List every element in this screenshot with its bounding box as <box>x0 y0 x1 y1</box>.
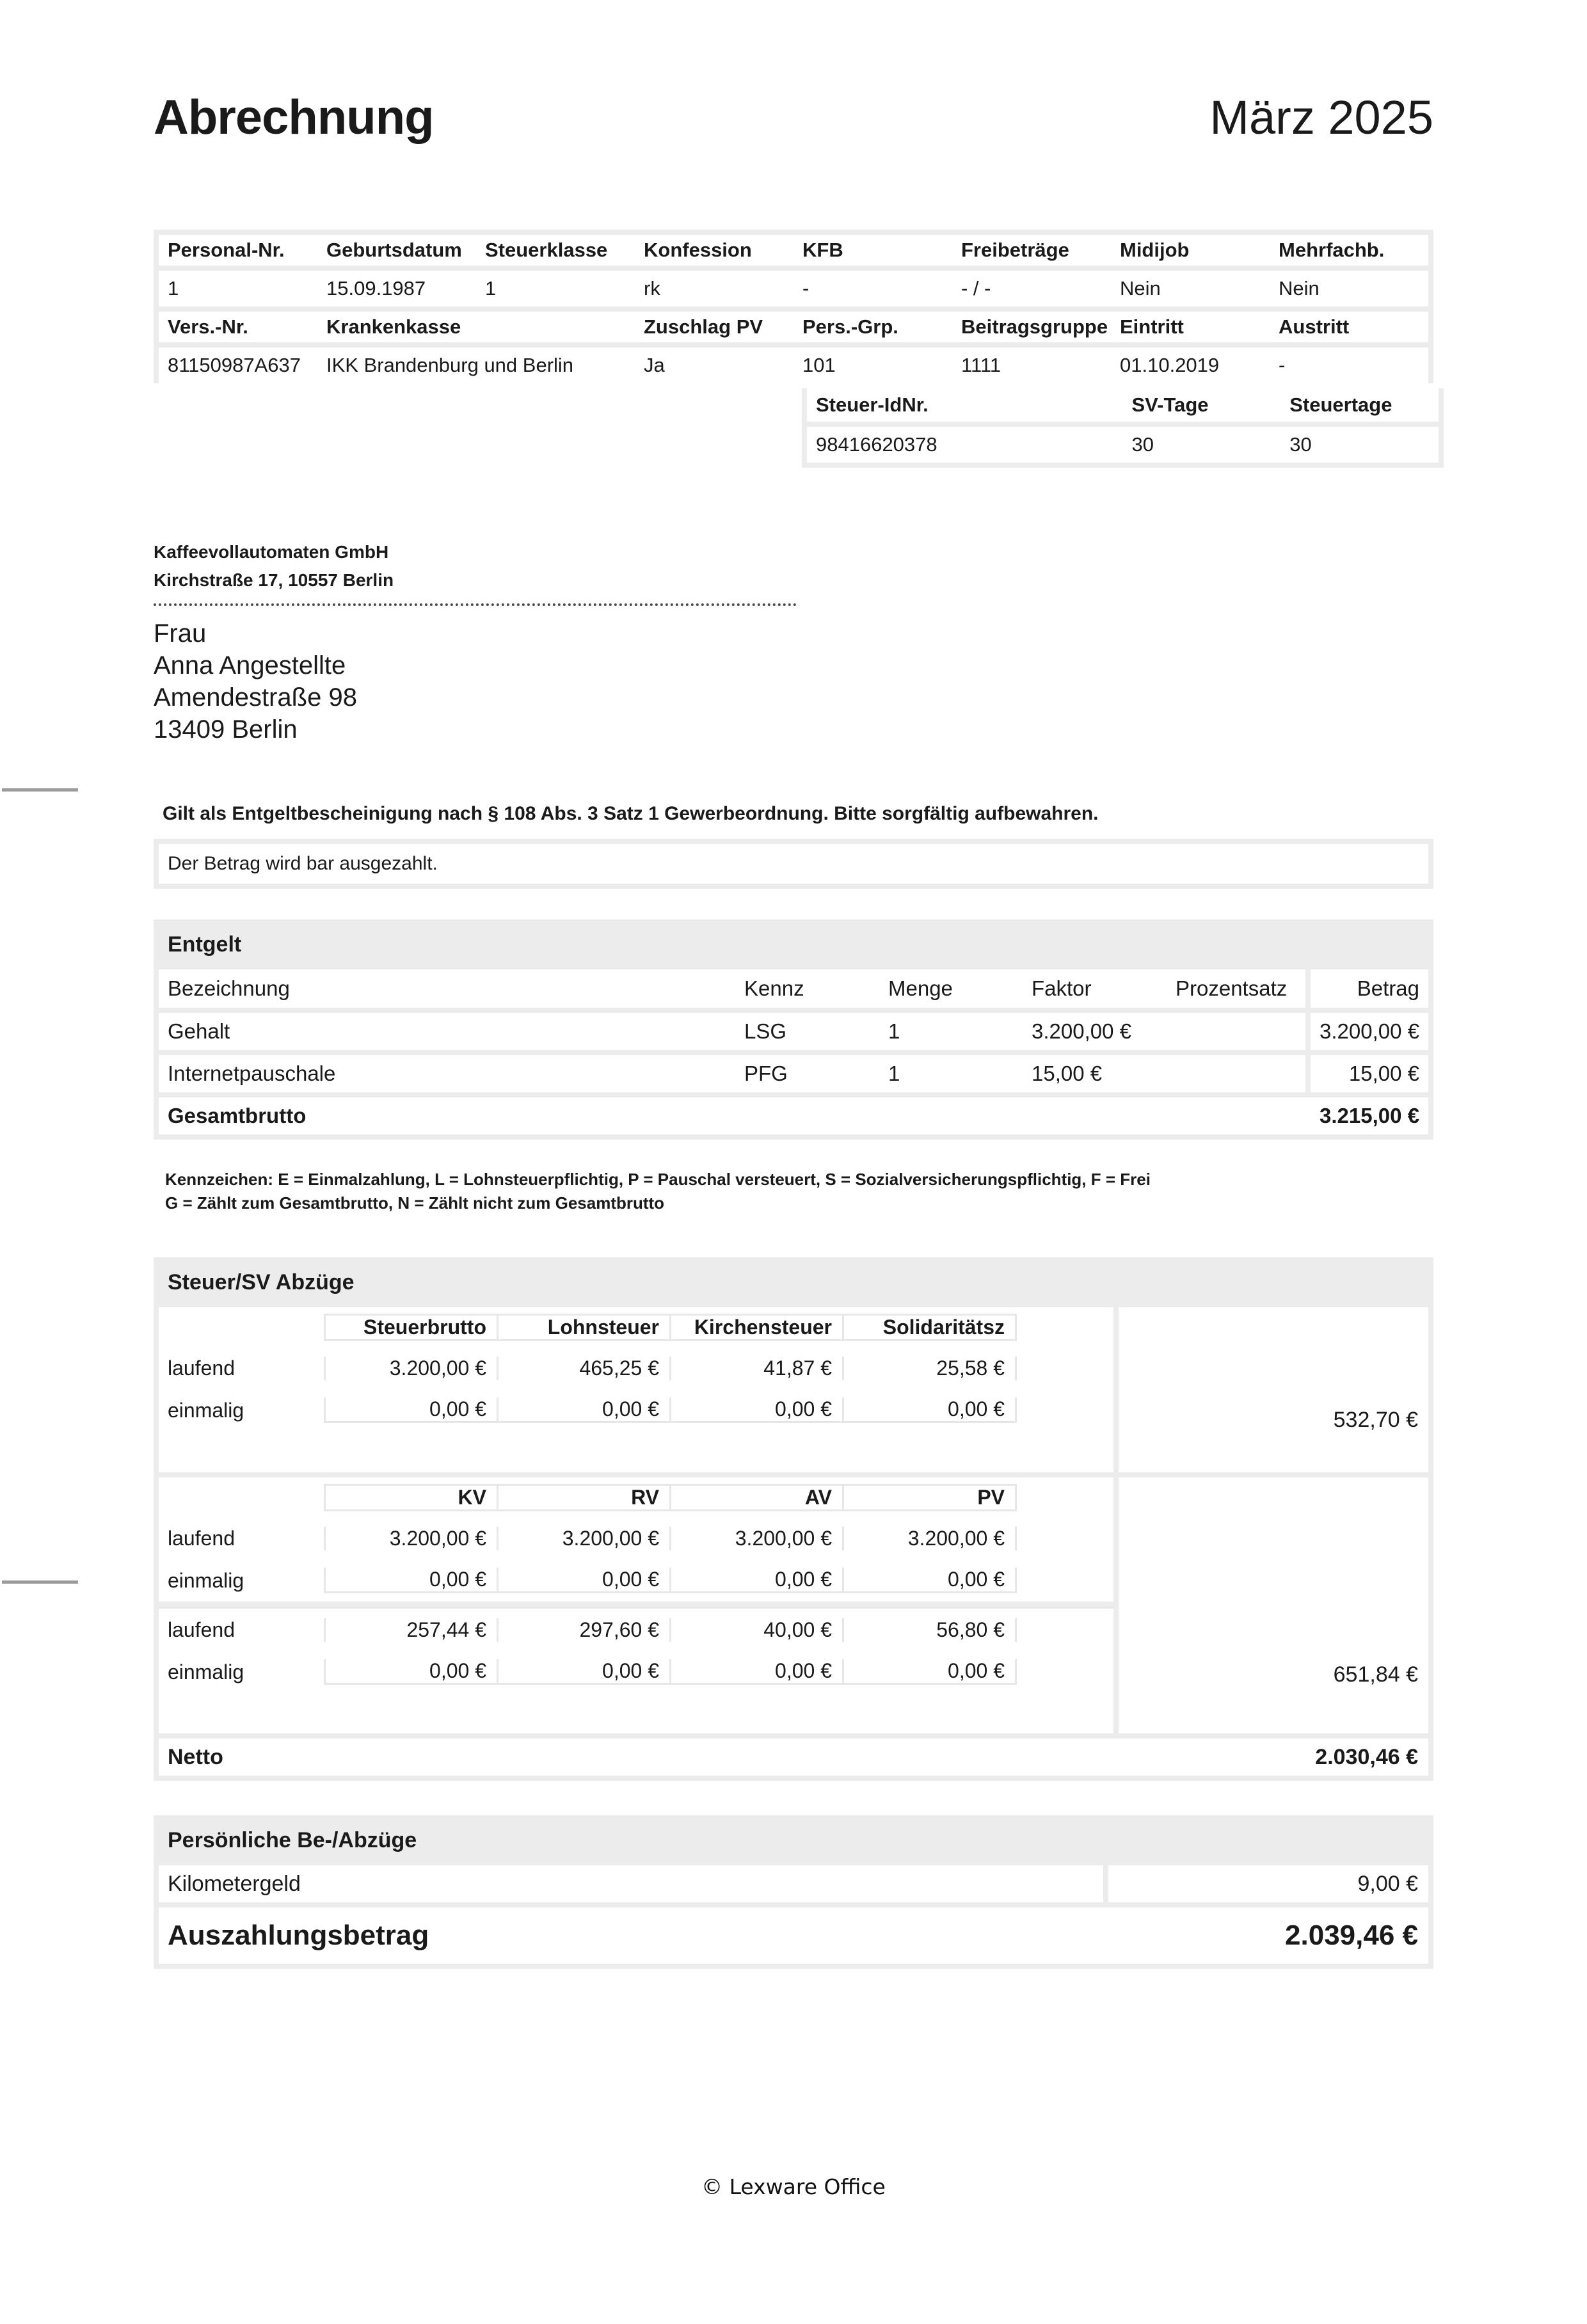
val-mehrfachb: Nein <box>1279 277 1320 299</box>
col-kfb: KFB <box>802 239 843 261</box>
steuer-sv-section <box>154 1257 1433 1781</box>
col-mehrfachb: Mehrfachb. <box>1279 239 1385 261</box>
sv-gross-laufend-av: 3.200,00 € <box>669 1527 842 1550</box>
val-krankenkasse: IKK Brandenburg und Berlin <box>326 354 574 376</box>
sv-gross-laufend-label: laufend <box>168 1526 235 1550</box>
col-menge: Menge <box>888 976 953 1000</box>
val-freibetraege: - / - <box>961 277 991 299</box>
col-betrag: Betrag <box>1311 969 1428 1008</box>
entgelt-section <box>154 919 1433 1140</box>
col-prozentsatz: Prozentsatz <box>1176 976 1288 1000</box>
sv-gross-laufend-kv: 3.200,00 € <box>324 1527 497 1550</box>
personal-section-title: Persönliche Be-/Abzüge <box>168 1827 417 1852</box>
col-sv-tage: SV-Tage <box>1131 394 1209 416</box>
recipient-address <box>154 617 1433 745</box>
info-header-row-3 <box>807 388 1439 422</box>
payment-note-box <box>154 839 1433 889</box>
tax-total-cell <box>1119 1307 1428 1472</box>
col-austritt: Austritt <box>1279 315 1350 338</box>
recipient-salutation: Frau <box>154 619 207 648</box>
fold-mark-top <box>2 788 78 792</box>
entgelt-section-title: Entgelt <box>168 932 242 957</box>
col-bezeichnung: Bezeichnung <box>168 976 290 1000</box>
sv-contrib-laufend-pv: 56,80 € <box>842 1618 1017 1642</box>
col-av: AV <box>669 1484 842 1511</box>
tax-einmalig-kirchensteuer: 0,00 € <box>669 1397 842 1423</box>
sv-gross-einmalig-label: einmalig <box>168 1568 244 1592</box>
col-rv: RV <box>497 1484 669 1511</box>
sender-street-city: Kirchstraße 17, 10557 Berlin <box>154 570 394 590</box>
sv-contrib-laufend-row <box>159 1607 1113 1651</box>
sv-gross-einmalig-kv: 0,00 € <box>324 1568 497 1593</box>
sv-contrib-einmalig-row <box>159 1651 1113 1693</box>
gehalt-label: Gehalt <box>168 1019 230 1043</box>
col-steuer-idnr: Steuer-IdNr. <box>816 394 929 416</box>
tax-id-sub-table <box>802 388 1444 468</box>
col-freibetraege: Freibeträge <box>961 239 1069 261</box>
gehalt-betrag: 3.200,00 € <box>1311 1013 1428 1050</box>
entgelt-header-row <box>159 969 1428 1008</box>
col-kirchensteuer: Kirchensteuer <box>669 1314 842 1341</box>
col-zuschlag-pv: Zuschlag PV <box>644 315 763 338</box>
col-faktor: Faktor <box>1032 976 1092 1000</box>
gesamtbrutto-value: 3.215,00 € <box>1320 1104 1419 1127</box>
col-kv: KV <box>324 1484 497 1511</box>
val-sv-tage: 30 <box>1131 433 1154 456</box>
val-personal-nr: 1 <box>168 277 179 299</box>
sv-contrib-laufend-label: laufend <box>168 1618 235 1641</box>
kilometergeld-value: 9,00 € <box>1108 1865 1428 1902</box>
col-krankenkasse: Krankenkasse <box>326 315 461 338</box>
col-konfession: Konfession <box>644 239 752 261</box>
col-midijob: Midijob <box>1120 239 1190 261</box>
tax-einmalig-label: einmalig <box>168 1398 244 1422</box>
val-geburtsdatum: 15.09.1987 <box>326 277 426 299</box>
sv-contrib-einmalig-pv: 0,00 € <box>842 1659 1017 1685</box>
entgelt-row-internetpauschale <box>159 1055 1428 1092</box>
address-window-rule <box>154 603 797 606</box>
sv-total-value: 651,84 € <box>1333 1662 1418 1687</box>
val-steuertage: 30 <box>1289 433 1312 456</box>
kennzeichen-legend <box>154 1168 1433 1215</box>
auszahlungsbetrag-row <box>159 1907 1428 1964</box>
info-value-row-1 <box>159 271 1428 306</box>
val-steuerklasse: 1 <box>485 277 497 299</box>
tax-laufend-steuerbrutto: 3.200,00 € <box>324 1357 497 1380</box>
sv-subsection <box>159 1477 1428 1733</box>
col-pers-grp: Pers.-Grp. <box>802 315 898 338</box>
col-steuerklasse: Steuerklasse <box>485 239 608 261</box>
gesamtbrutto-label: Gesamtbrutto <box>168 1104 307 1127</box>
info-value-row-3 <box>807 427 1439 463</box>
gehalt-menge: 1 <box>888 1019 900 1043</box>
tax-laufend-label: laufend <box>168 1356 235 1380</box>
netto-row <box>159 1739 1428 1776</box>
val-eintritt: 01.10.2019 <box>1120 354 1220 376</box>
sv-contrib-einmalig-av: 0,00 € <box>669 1659 842 1685</box>
tax-laufend-solidaritaetsz: 25,58 € <box>842 1357 1017 1380</box>
recipient-street: Amendestraße 98 <box>154 683 357 712</box>
footer-brand: © Lexware Office <box>701 2174 886 2199</box>
netto-label: Netto <box>168 1744 223 1769</box>
tax-total-value: 532,70 € <box>1333 1408 1418 1432</box>
sender-company: Kaffeevollautomaten GmbH <box>154 542 389 562</box>
col-lohnsteuer: Lohnsteuer <box>497 1314 669 1341</box>
val-pers-grp: 101 <box>802 354 836 376</box>
legend-line-2: G = Zählt zum Gesamtbrutto, N = Zählt nicht zum Gesamtbrutto <box>165 1193 665 1213</box>
val-konfession: rk <box>644 277 660 299</box>
val-zuschlag-pv: Ja <box>644 354 665 376</box>
sv-gross-laufend-row <box>159 1517 1113 1559</box>
gehalt-kennz: LSG <box>744 1019 787 1043</box>
internetpauschale-faktor: 15,00 € <box>1032 1062 1103 1085</box>
tax-laufend-row <box>159 1347 1113 1389</box>
recipient-name: Anna Angestellte <box>154 651 346 680</box>
val-kfb: - <box>802 277 809 299</box>
recipient-city: 13409 Berlin <box>154 715 298 744</box>
val-vers-nr: 81150987A637 <box>168 354 301 376</box>
col-kennz: Kennz <box>744 976 804 1000</box>
legend-line-1: Kennzeichen: E = Einmalzahlung, L = Lohnsteuerpflichtig, P = Pauschal versteuert, S = Sozialversicherungspflichtig, F = Frei <box>165 1170 1151 1189</box>
entgelt-row-gehalt <box>159 1013 1428 1050</box>
document-header <box>154 0 1433 145</box>
fold-mark-bottom <box>2 1580 78 1584</box>
personal-section <box>154 1815 1433 1969</box>
tax-subsection <box>159 1307 1428 1472</box>
sv-gross-einmalig-rv: 0,00 € <box>497 1568 669 1593</box>
sender-address <box>154 538 1433 594</box>
sv-contrib-einmalig-rv: 0,00 € <box>497 1659 669 1685</box>
sv-contrib-laufend-rv: 297,60 € <box>497 1618 669 1642</box>
col-geburtsdatum: Geburtsdatum <box>326 239 462 261</box>
tax-einmalig-lohnsteuer: 0,00 € <box>497 1397 669 1423</box>
auszahlungsbetrag-value: 2.039,46 € <box>1285 1920 1418 1951</box>
sv-gross-einmalig-row <box>159 1559 1113 1602</box>
internetpauschale-label: Internetpauschale <box>168 1062 336 1085</box>
info-header-row-2 <box>159 312 1428 342</box>
page-title: Abrechnung <box>154 90 434 145</box>
col-pv: PV <box>842 1484 1017 1511</box>
col-personal-nr: Personal-Nr. <box>168 239 285 261</box>
sv-contrib-laufend-av: 40,00 € <box>669 1618 842 1642</box>
col-vers-nr: Vers.-Nr. <box>168 315 248 338</box>
sv-gross-einmalig-av: 0,00 € <box>669 1568 842 1593</box>
val-midijob: Nein <box>1120 277 1161 299</box>
kilometergeld-label: Kilometergeld <box>159 1865 1103 1902</box>
gesamtbrutto-row <box>159 1097 1428 1134</box>
legal-notice: Gilt als Entgeltbescheinigung nach § 108 Abs. 3 Satz 1 Gewerbeordnung. Bitte sorgfältig aufbewahren. <box>163 803 1099 824</box>
gehalt-faktor: 3.200,00 € <box>1032 1019 1131 1043</box>
employee-info-table <box>154 230 1433 383</box>
auszahlungsbetrag-label: Auszahlungsbetrag <box>168 1920 429 1951</box>
steuer-sv-section-title: Steuer/SV Abzüge <box>168 1269 355 1294</box>
val-beitragsgruppe: 1111 <box>961 354 1001 376</box>
col-solidaritaetsz: Solidaritätsz <box>842 1314 1017 1341</box>
payment-note: Der Betrag wird bar ausgezahlt. <box>159 844 1428 884</box>
billing-period: März 2025 <box>1209 91 1433 144</box>
tax-laufend-kirchensteuer: 41,87 € <box>669 1357 842 1380</box>
info-value-row-2 <box>159 347 1428 383</box>
tax-einmalig-row <box>159 1389 1113 1431</box>
val-steuer-idnr: 98416620378 <box>816 433 937 456</box>
col-steuertage: Steuertage <box>1289 394 1392 416</box>
sv-contrib-laufend-kv: 257,44 € <box>324 1618 497 1642</box>
sv-gross-laufend-pv: 3.200,00 € <box>842 1527 1017 1550</box>
sv-total-cell <box>1119 1477 1428 1733</box>
sv-contrib-einmalig-kv: 0,00 € <box>324 1659 497 1685</box>
sv-header-row <box>159 1477 1113 1517</box>
sv-contrib-einmalig-label: einmalig <box>168 1660 244 1683</box>
tax-einmalig-solidaritaetsz: 0,00 € <box>842 1397 1017 1423</box>
col-eintritt: Eintritt <box>1120 315 1184 338</box>
col-beitragsgruppe: Beitragsgruppe <box>961 315 1108 338</box>
internetpauschale-kennz: PFG <box>744 1062 788 1085</box>
kilometergeld-row <box>159 1865 1428 1902</box>
info-header-row-1 <box>159 235 1428 266</box>
col-steuerbrutto: Steuerbrutto <box>324 1314 497 1341</box>
val-austritt: - <box>1279 354 1286 376</box>
tax-header-row <box>159 1307 1113 1347</box>
internetpauschale-betrag: 15,00 € <box>1311 1055 1428 1092</box>
sv-group-divider <box>159 1602 1113 1607</box>
sv-gross-laufend-rv: 3.200,00 € <box>497 1527 669 1550</box>
sv-gross-einmalig-pv: 0,00 € <box>842 1568 1017 1593</box>
tax-laufend-lohnsteuer: 465,25 € <box>497 1357 669 1380</box>
netto-value: 2.030,46 € <box>1315 1744 1418 1769</box>
tax-einmalig-steuerbrutto: 0,00 € <box>324 1397 497 1423</box>
internetpauschale-menge: 1 <box>888 1062 900 1085</box>
